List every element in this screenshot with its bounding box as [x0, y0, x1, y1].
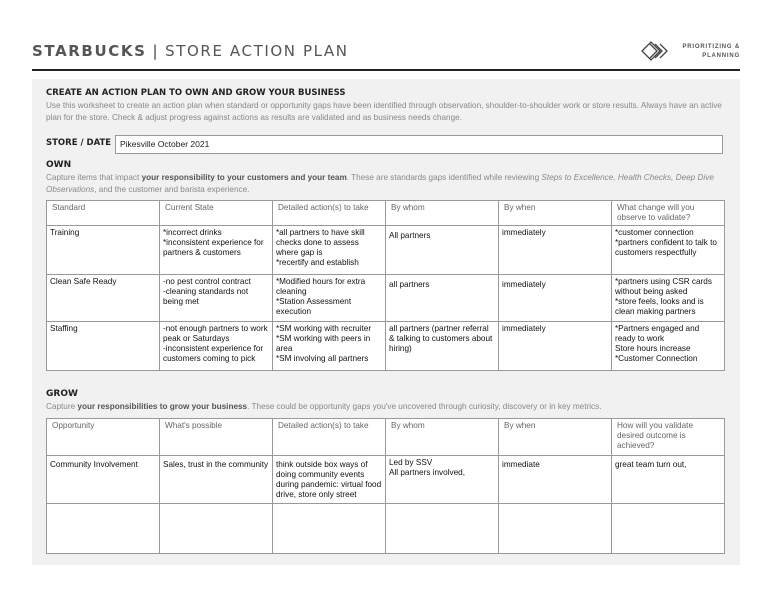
cell-action[interactable]: think outside box ways of doing community events during pandemic: virtual food drive, store only street: [273, 456, 386, 504]
table-row: [47, 322, 725, 371]
brand-separator: |: [152, 42, 160, 60]
grow-desc-part: . These could be opportunity gaps you've uncovered through curiosity, discovery or in key metrics.: [247, 402, 602, 411]
own-col-standard: Standard: [47, 201, 160, 226]
own-desc-part: . These are standards gaps identified while reviewing: [346, 173, 542, 182]
own-section-description: [46, 172, 726, 196]
cell-opportunity[interactable]: [47, 504, 160, 554]
cell-validate[interactable]: [612, 504, 725, 554]
table-row: [47, 456, 725, 504]
table-row: [47, 275, 725, 322]
cell-whom[interactable]: [386, 504, 499, 554]
own-col-action: Detailed action(s) to take: [273, 201, 386, 226]
grow-section-description: [46, 401, 726, 413]
cell-when[interactable]: immediate: [499, 456, 612, 504]
cell-whom[interactable]: All partners: [386, 226, 499, 275]
own-header-row: [47, 201, 725, 226]
grow-table: [46, 418, 725, 554]
badge-line-1: PRIORITIZING &: [682, 44, 740, 50]
cell-whom[interactable]: all partners (partner referral & talking to customers about hiring): [386, 322, 499, 371]
grow-header-row: [47, 419, 725, 456]
cell-current-state[interactable]: *incorrect drinks *inconsistent experience for partners & customers: [160, 226, 273, 275]
own-col-whom: By whom: [386, 201, 499, 226]
brand-name: STARBUCKS: [32, 42, 147, 60]
grow-col-when: By when: [499, 419, 612, 456]
cell-when[interactable]: immediately: [499, 322, 612, 371]
cell-validate[interactable]: *customer connection *partners confident to talk to customers respectfully: [612, 226, 725, 275]
grow-desc-part: Capture: [46, 402, 78, 411]
cell-whom[interactable]: Led by SSV All partners involved,: [386, 456, 499, 504]
cell-action[interactable]: *SM working with recruiter *SM working with peers in area *SM involving all partners: [273, 322, 386, 371]
cell-when[interactable]: immediately: [499, 226, 612, 275]
header-rule: [32, 69, 740, 71]
cell-validate[interactable]: *partners using CSR cards without being asked *store feels, looks and is clean making partners: [612, 275, 725, 322]
page-header: [32, 38, 740, 70]
grow-col-whom: By whom: [386, 419, 499, 456]
cell-standard[interactable]: Clean Safe Ready: [47, 275, 160, 322]
intro-title: CREATE AN ACTION PLAN TO OWN AND GROW YOUR BUSINESS: [46, 88, 346, 98]
store-date-label: STORE / DATE: [46, 138, 112, 148]
cell-current-state[interactable]: -no pest control contract -cleaning standards not being met: [160, 275, 273, 322]
cell-current-state[interactable]: -not enough partners to work peak or Saturdays -inconsistent experience for customers coming to pick: [160, 322, 273, 371]
grow-col-validate: How will you validate desired outcome is achieved?: [612, 419, 725, 456]
store-date-field[interactable]: Pikesville October 2021: [115, 135, 723, 154]
grow-col-possible: What's possible: [160, 419, 273, 456]
own-desc-bold: your responsibility to your customers and your team: [141, 173, 347, 182]
grow-desc-bold: your responsibilities to grow your business: [77, 402, 248, 411]
cell-when[interactable]: immediately: [499, 275, 612, 322]
cell-opportunity[interactable]: Community Involvement: [47, 456, 160, 504]
grow-section-title: GROW: [46, 389, 78, 399]
table-row: [47, 226, 725, 275]
own-col-current-state: Current State: [160, 201, 273, 226]
cell-action[interactable]: [273, 504, 386, 554]
cell-validate[interactable]: great team turn out,: [612, 456, 725, 504]
badge-line-2: PLANNING: [702, 53, 740, 59]
cell-validate[interactable]: *Partners engaged and ready to work Store hours increase *Customer Connection: [612, 322, 725, 371]
own-desc-part: , and the customer and barista experience.: [94, 185, 250, 194]
chevrons-icon: [640, 40, 674, 62]
own-col-when: By when: [499, 201, 612, 226]
cell-action[interactable]: *all partners to have skill checks done to assess where gap is *recertify and establish: [273, 226, 386, 275]
cell-standard[interactable]: Training: [47, 226, 160, 275]
cell-possible[interactable]: [160, 504, 273, 554]
own-section-title: OWN: [46, 160, 72, 170]
cell-when[interactable]: [499, 504, 612, 554]
cell-possible[interactable]: Sales, trust in the community: [160, 456, 273, 504]
cell-whom[interactable]: all partners: [386, 275, 499, 322]
grow-col-action: Detailed action(s) to take: [273, 419, 386, 456]
own-desc-italic: Steps to Excellence, Health Checks, Deep Dive Observations: [46, 173, 714, 194]
section-badge: [682, 43, 740, 61]
table-row: [47, 504, 725, 554]
grow-col-opportunity: Opportunity: [47, 419, 160, 456]
own-col-validate: What change will you observe to validate?: [612, 201, 725, 226]
brand-title: [32, 42, 349, 60]
cell-action[interactable]: *Modified hours for extra cleaning *Station Assessment execution: [273, 275, 386, 322]
own-table: [46, 200, 725, 371]
document-title: STORE ACTION PLAN: [165, 42, 349, 60]
intro-text: Use this worksheet to create an action plan when standard or opportunity gaps have been identified through observation, shoulder-to-shoulder work or store results. Always have an active plan for the store. Check & adjust progress against actions as results are validated and as business needs change.: [46, 101, 722, 122]
cell-standard[interactable]: Staffing: [47, 322, 160, 371]
own-desc-part: Capture items that impact: [46, 173, 142, 182]
